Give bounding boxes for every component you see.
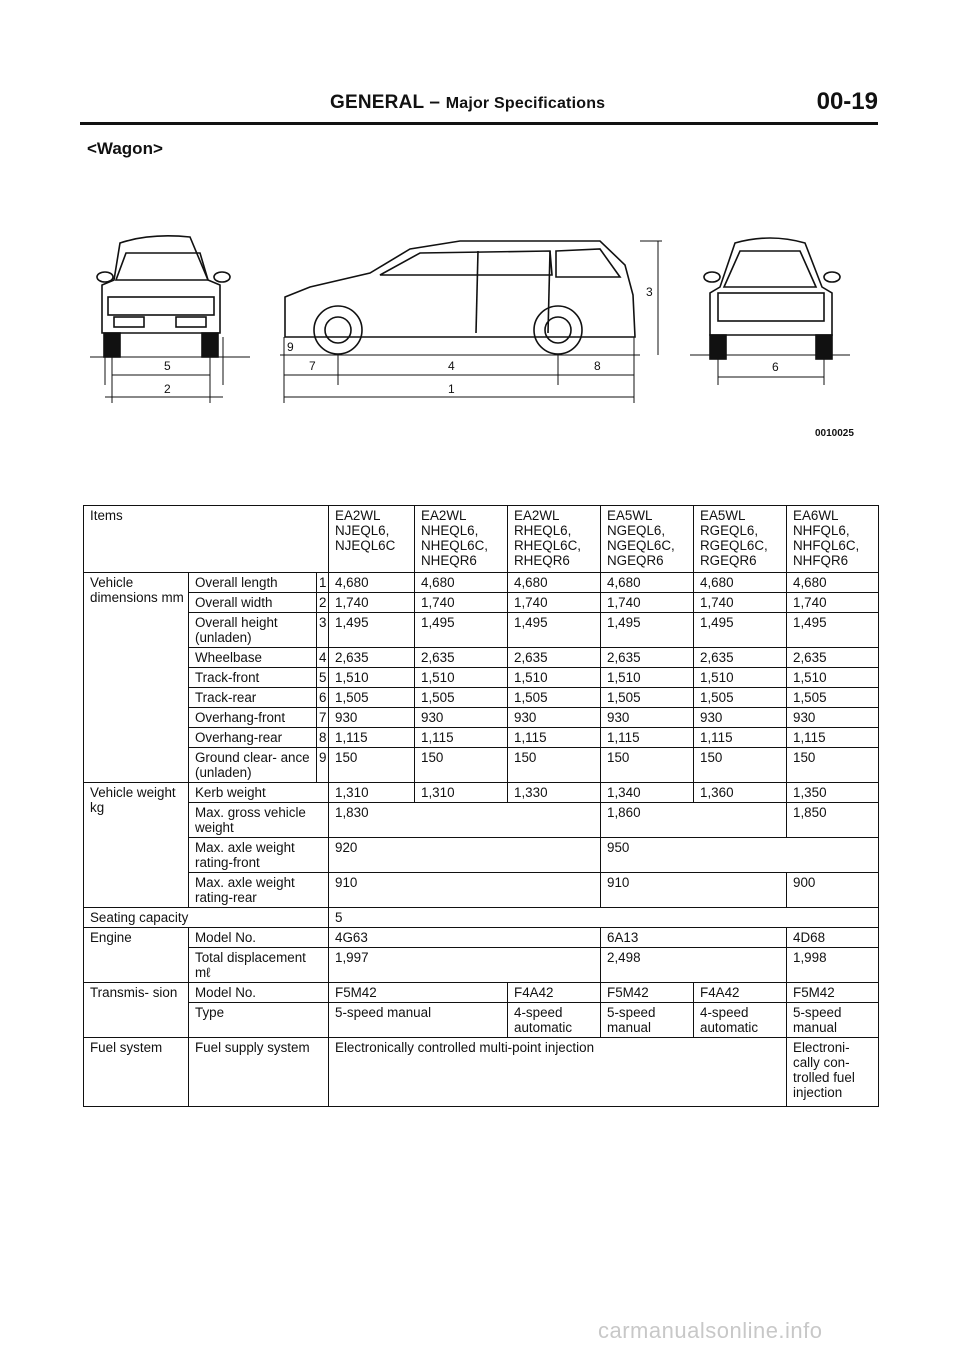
row-number: 8 xyxy=(317,728,329,748)
cell: 1,495 xyxy=(787,613,879,648)
row-label: Wheelbase xyxy=(189,648,317,668)
row-number: 2 xyxy=(317,593,329,613)
row-label: Overall height (unladen) xyxy=(189,613,317,648)
cell: 1,115 xyxy=(508,728,601,748)
cell: 5-speed manual xyxy=(601,1003,694,1038)
cell: F5M42 xyxy=(329,983,508,1003)
row-label: Fuel supply system xyxy=(189,1038,329,1107)
cell: 1,510 xyxy=(415,668,508,688)
cell: 1,495 xyxy=(329,613,415,648)
table-row xyxy=(84,593,879,613)
cell: 1,115 xyxy=(415,728,508,748)
rear-view-vehicle xyxy=(704,238,840,359)
row-label: Overhang-rear xyxy=(189,728,317,748)
cell: 4,680 xyxy=(415,573,508,593)
cell: 1,115 xyxy=(787,728,879,748)
row-label: Model No. xyxy=(189,928,329,948)
row-label: Overall length xyxy=(189,573,317,593)
cell: 1,740 xyxy=(329,593,415,613)
page-title xyxy=(330,92,605,114)
dim-label-7: 7 xyxy=(309,359,316,373)
cell: 1,510 xyxy=(329,668,415,688)
cell: 4,680 xyxy=(694,573,787,593)
seating-section xyxy=(84,908,879,928)
watermark: carmanualsonline.info xyxy=(598,1318,823,1343)
title-main: GENERAL – xyxy=(330,92,441,113)
cell: 950 xyxy=(601,838,879,873)
cell: 1,505 xyxy=(787,688,879,708)
table-row xyxy=(84,708,879,728)
dim-label-6: 6 xyxy=(772,360,779,374)
transmission-section xyxy=(84,983,879,1038)
cell: 920 xyxy=(329,838,601,873)
cell: 1,495 xyxy=(415,613,508,648)
cell: 1,740 xyxy=(787,593,879,613)
row-label: Max. axle weight rating-front xyxy=(189,838,329,873)
cell: 2,635 xyxy=(787,648,879,668)
cell: Electronically controlled multi-point injection xyxy=(329,1038,787,1107)
model-header: EA2WL RHEQL6, RHEQL6C, RHEQR6 xyxy=(508,506,601,573)
weight-section xyxy=(84,783,879,908)
cell: 2,498 xyxy=(601,948,787,983)
group-label-engine: Engine xyxy=(84,928,189,983)
row-label: Ground clear- ance (unladen) xyxy=(189,748,317,783)
vehicle-drawing xyxy=(80,225,880,440)
row-label: Max. gross vehicle weight xyxy=(189,803,329,838)
cell: 1,505 xyxy=(694,688,787,708)
row-label: Track-front xyxy=(189,668,317,688)
cell: F4A42 xyxy=(694,983,787,1003)
dim-label-9: 9 xyxy=(287,340,294,354)
cell: 150 xyxy=(415,748,508,783)
row-label: Model No. xyxy=(189,983,329,1003)
cell: 150 xyxy=(508,748,601,783)
table-row xyxy=(84,748,879,783)
table-row xyxy=(84,613,879,648)
row-label: Overhang-front xyxy=(189,708,317,728)
table-row xyxy=(84,783,879,803)
model-header: EA2WL NHEQL6, NHEQL6C, NHEQR6 xyxy=(415,506,508,573)
cell: 1,330 xyxy=(508,783,601,803)
cell: 1,495 xyxy=(601,613,694,648)
cell: F5M42 xyxy=(787,983,879,1003)
cell: 150 xyxy=(787,748,879,783)
cell: 5-speed manual xyxy=(787,1003,879,1038)
cell: 1,998 xyxy=(787,948,879,983)
row-label: Total displacement mℓ xyxy=(189,948,329,983)
cell: 1,830 xyxy=(329,803,601,838)
row-number: 3 xyxy=(317,613,329,648)
cell: 1,115 xyxy=(329,728,415,748)
cell: 930 xyxy=(329,708,415,728)
cell: 1,505 xyxy=(415,688,508,708)
cell: 910 xyxy=(329,873,601,908)
row-label: Type xyxy=(189,1003,329,1038)
cell: 1,510 xyxy=(694,668,787,688)
specifications-table xyxy=(83,505,879,1107)
model-header: EA2WL NJEQL6, NJEQL6C xyxy=(329,506,415,573)
cell: 5-speed manual xyxy=(329,1003,508,1038)
cell: 150 xyxy=(329,748,415,783)
cell: 1,860 xyxy=(601,803,787,838)
cell: 930 xyxy=(415,708,508,728)
dim-label-8: 8 xyxy=(594,359,601,373)
row-number: 5 xyxy=(317,668,329,688)
table-row xyxy=(84,873,879,908)
row-label: Track-rear xyxy=(189,688,317,708)
cell: 2,635 xyxy=(508,648,601,668)
cell: 4G63 xyxy=(329,928,601,948)
cell: 1,495 xyxy=(508,613,601,648)
section-heading: <Wagon> xyxy=(87,139,163,158)
table-header-row xyxy=(84,506,879,573)
cell: 930 xyxy=(601,708,694,728)
table-row xyxy=(84,573,879,593)
cell: 4-speed automatic xyxy=(508,1003,601,1038)
table-row xyxy=(84,803,879,838)
cell: F5M42 xyxy=(601,983,694,1003)
cell: 4,680 xyxy=(329,573,415,593)
title-sub: Major Specifications xyxy=(445,95,606,112)
cell: 2,635 xyxy=(601,648,694,668)
cell: 2,635 xyxy=(694,648,787,668)
cell: 2,635 xyxy=(415,648,508,668)
table-row xyxy=(84,668,879,688)
cell: 4,680 xyxy=(601,573,694,593)
cell: 150 xyxy=(601,748,694,783)
table-row xyxy=(84,983,879,1003)
dim-label-3: 3 xyxy=(646,285,653,299)
table-row xyxy=(84,1003,879,1038)
side-view-vehicle xyxy=(285,241,635,354)
cell: 1,740 xyxy=(415,593,508,613)
cell: 1,505 xyxy=(329,688,415,708)
cell: F4A42 xyxy=(508,983,601,1003)
table-row xyxy=(84,1038,879,1107)
dim-label-4: 4 xyxy=(448,359,455,373)
group-label-transmission: Transmis- sion xyxy=(84,983,189,1038)
cell: 1,310 xyxy=(329,783,415,803)
row-number: 4 xyxy=(317,648,329,668)
cell: 1,740 xyxy=(508,593,601,613)
row-label: Max. axle weight rating-rear xyxy=(189,873,329,908)
row-label: Kerb weight xyxy=(189,783,329,803)
cell: 150 xyxy=(694,748,787,783)
cell: 4,680 xyxy=(508,573,601,593)
cell: 1,310 xyxy=(415,783,508,803)
row-label: Overall width xyxy=(189,593,317,613)
cell: 4,680 xyxy=(787,573,879,593)
dimensions-section xyxy=(84,573,879,783)
dim-label-1: 1 xyxy=(448,382,455,396)
cell: 1,350 xyxy=(787,783,879,803)
cell: 900 xyxy=(787,873,879,908)
page-number: 00-19 xyxy=(816,88,878,115)
figure-code: 0010025 xyxy=(815,428,854,439)
dim-label-2: 2 xyxy=(164,382,171,396)
dim-label-5: 5 xyxy=(164,359,171,373)
row-number: 6 xyxy=(317,688,329,708)
cell: 1,740 xyxy=(694,593,787,613)
cell: 930 xyxy=(787,708,879,728)
table-row xyxy=(84,648,879,668)
cell: 2,635 xyxy=(329,648,415,668)
cell: 1,997 xyxy=(329,948,601,983)
cell: 1,740 xyxy=(601,593,694,613)
fuel-section xyxy=(84,1038,879,1107)
cell: 1,505 xyxy=(601,688,694,708)
table-row xyxy=(84,928,879,948)
cell: 1,510 xyxy=(787,668,879,688)
table-row xyxy=(84,688,879,708)
cell: 1,510 xyxy=(601,668,694,688)
cell: 930 xyxy=(508,708,601,728)
group-label-dimensions: Vehicle dimensions mm xyxy=(84,573,189,783)
row-label: Seating capacity xyxy=(84,908,329,928)
cell: 930 xyxy=(694,708,787,728)
group-label-fuel: Fuel system xyxy=(84,1038,189,1107)
cell: 1,340 xyxy=(601,783,694,803)
model-header: EA5WL RGEQL6, RGEQL6C, RGEQR6 xyxy=(694,506,787,573)
cell: 910 xyxy=(601,873,787,908)
cell: 1,360 xyxy=(694,783,787,803)
cell: 4-speed automatic xyxy=(694,1003,787,1038)
cell: 1,115 xyxy=(601,728,694,748)
group-label-weight: Vehicle weight kg xyxy=(84,783,189,908)
cell: Electroni- cally con- trolled fuel injection xyxy=(787,1038,879,1107)
table-row xyxy=(84,948,879,983)
table-row xyxy=(84,838,879,873)
cell: 1,510 xyxy=(508,668,601,688)
page-header xyxy=(80,88,878,125)
vehicle-dimension-figure xyxy=(80,225,880,440)
row-number: 9 xyxy=(317,748,329,783)
row-number: 7 xyxy=(317,708,329,728)
cell: 1,115 xyxy=(694,728,787,748)
row-number: 1 xyxy=(317,573,329,593)
model-header: EA5WL NGEQL6, NGEQL6C, NGEQR6 xyxy=(601,506,694,573)
cell: 1,850 xyxy=(787,803,879,838)
engine-section xyxy=(84,928,879,983)
cell: 4D68 xyxy=(787,928,879,948)
cell: 1,495 xyxy=(694,613,787,648)
table-row xyxy=(84,728,879,748)
table-row xyxy=(84,908,879,928)
items-header: Items xyxy=(84,506,329,573)
cell: 5 xyxy=(329,908,879,928)
model-header: EA6WL NHFQL6, NHFQL6C, NHFQR6 xyxy=(787,506,879,573)
cell: 6A13 xyxy=(601,928,787,948)
cell: 1,505 xyxy=(508,688,601,708)
